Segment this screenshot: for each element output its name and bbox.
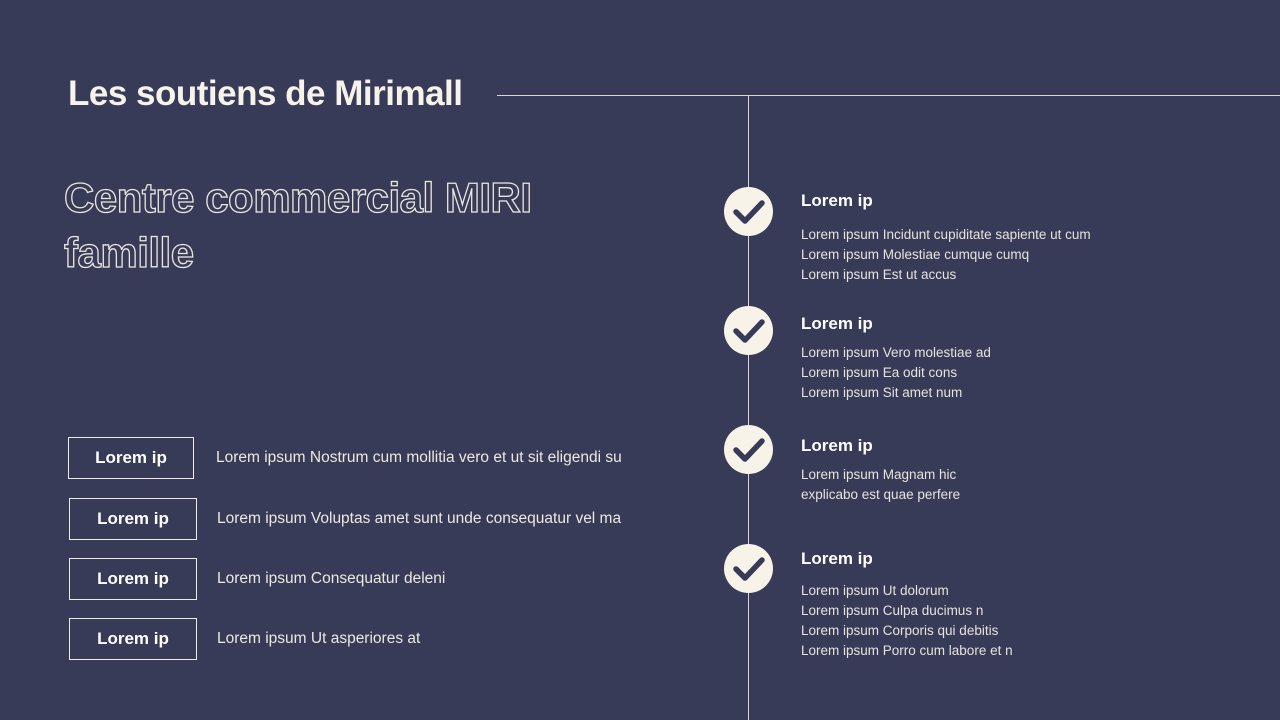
timeline-line-text: Lorem ipsum Est ut accus <box>801 267 957 282</box>
timeline-line-text: Lorem ipsum Porro cum labore et n <box>801 643 1013 658</box>
timeline-line-text: Lorem ipsum Culpa ducimus n <box>801 603 984 618</box>
check-icon <box>724 544 773 593</box>
timeline-title: Lorem ip <box>801 314 873 333</box>
row-text: Lorem ipsum Consequatur deleni <box>217 570 446 587</box>
list-item <box>0 498 700 543</box>
timeline-title: Lorem ip <box>801 191 873 210</box>
label-button[interactable]: Lorem ip <box>68 437 194 479</box>
row-text: Lorem ipsum Voluptas amet sunt unde consequatur vel ma <box>217 510 622 527</box>
timeline-line-text: Lorem ipsum Molestiae cumque cumq <box>801 247 1030 262</box>
list-item <box>0 558 700 603</box>
check-icon <box>724 425 773 474</box>
list-item <box>0 618 700 663</box>
title-rule <box>497 95 1280 96</box>
timeline-line-text: Lorem ipsum Incidunt cupiditate sapiente ut cum <box>801 227 1091 242</box>
slide-title: Les soutiens de Mirimall <box>68 74 463 113</box>
timeline-line-text: Lorem ipsum Corporis qui debitis <box>801 623 999 638</box>
outline-subtitle <box>64 170 624 280</box>
label-button[interactable]: Lorem ip <box>69 498 197 540</box>
list-item <box>0 437 700 482</box>
row-text: Lorem ipsum Nostrum cum mollitia vero et ut sit eligendi su <box>216 449 622 466</box>
timeline-text <box>801 465 960 505</box>
label-button[interactable]: Lorem ip <box>69 558 197 600</box>
timeline-title: Lorem ip <box>801 436 873 455</box>
timeline-line-text: Lorem ipsum Magnam hic <box>801 467 957 482</box>
check-icon <box>724 187 773 236</box>
outline-subtitle-line: famille <box>64 229 194 276</box>
timeline-line-text: Lorem ipsum Ea odit cons <box>801 365 958 380</box>
timeline-line-text: Lorem ipsum Sit amet num <box>801 385 963 400</box>
outline-subtitle-line: Centre commercial MIRI <box>64 174 532 221</box>
row-text: Lorem ipsum Ut asperiores at <box>217 630 421 647</box>
label-button[interactable]: Lorem ip <box>69 618 197 660</box>
timeline-line-text: Lorem ipsum Vero molestiae ad <box>801 345 991 360</box>
timeline-text <box>801 343 991 403</box>
timeline-text <box>801 581 1013 661</box>
timeline-line-text: Lorem ipsum Ut dolorum <box>801 583 949 598</box>
check-icon <box>724 306 773 355</box>
timeline-line-text: explicabo est quae perfere <box>801 487 961 502</box>
timeline-text <box>801 225 1091 285</box>
timeline-title: Lorem ip <box>801 549 873 568</box>
